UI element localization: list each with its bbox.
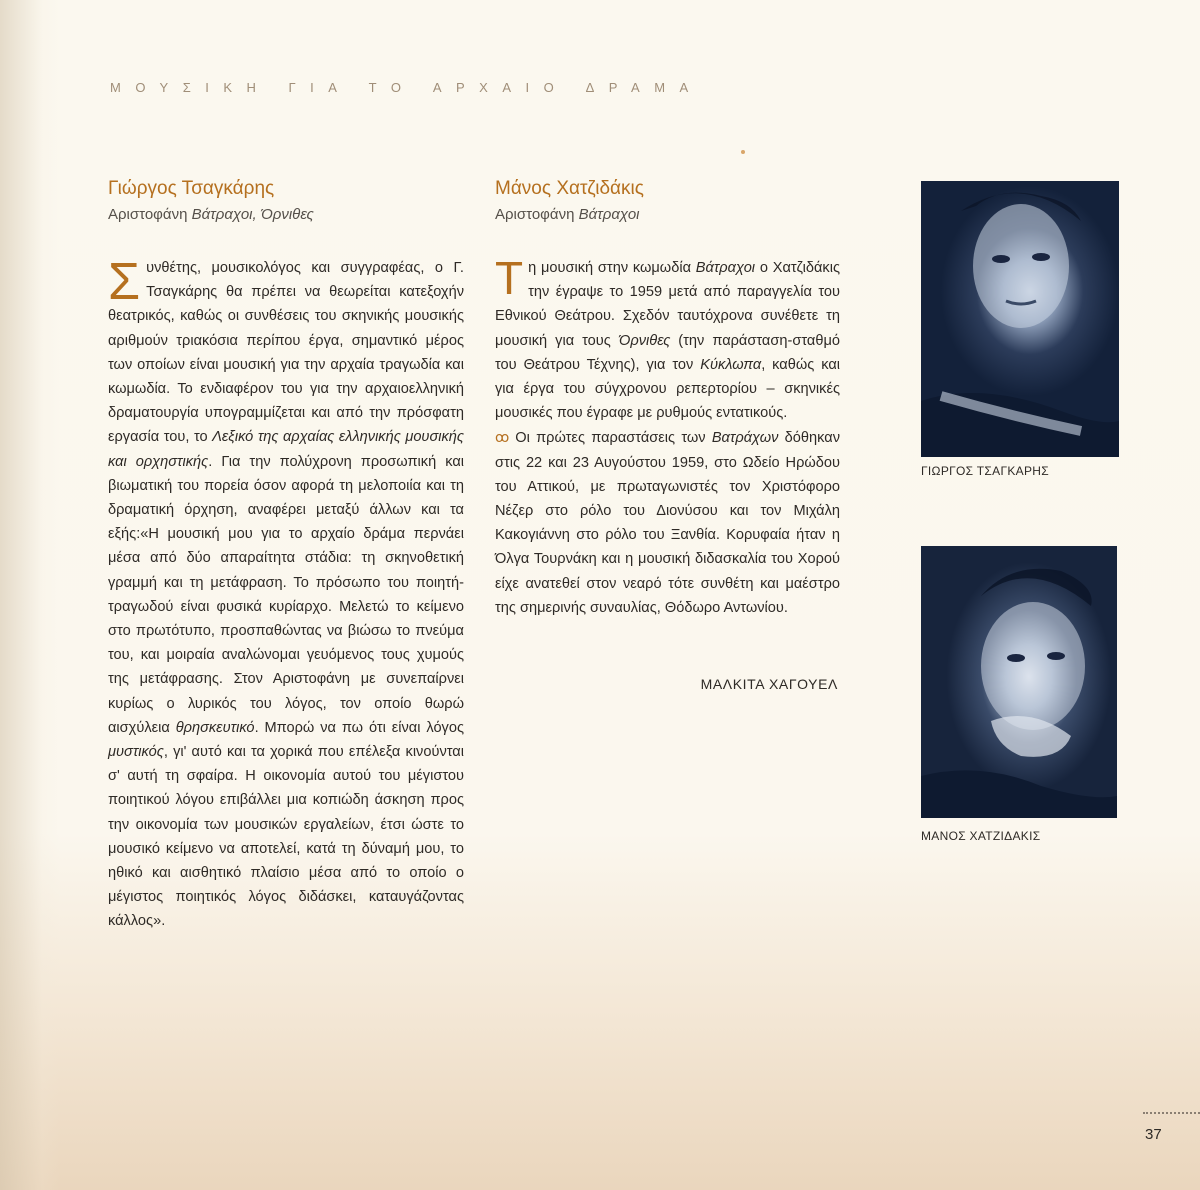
body-span: υνθέτης, μουσικολόγος και συγγραφέας, ο Γ. Τσαγκάρης θα πρέπει να θεωρείται κατεξοχήν θεατρικός, καθώς οι συνθέσεις του σκηνικής μουσικής αριθμούν τριακόσια περίπου έργα, σημαντικό μέρος των οποίων είναι μουσική για την αρχαία τραγωδία και κωμωδία. Το ενδιαφέρον του για την αρχαιοελληνική δραματουργία υπογραμμίζεται και από την πρόσφατη εργασία του, το xyxy=(108,260,464,446)
section-subtitle-chatzidakis xyxy=(495,204,840,226)
body-italic: μυστικός xyxy=(108,744,164,761)
section-title-tsagkaris: Γιώργος Τσαγκάρης xyxy=(108,178,275,199)
photo-caption: ΓΙΩΡΓΟΣ ΤΣΑΓΚΑΡΗΣ xyxy=(921,464,1049,478)
subtitle-works: Βάτραχοι xyxy=(578,206,640,223)
body-italic: Όρνιθες xyxy=(618,332,671,349)
body-span: , γι' αυτό και τα χορικά που επέλεξα κινούνται σ' αυτή τη σφαίρα. Η οικονομία αυτού του μέγιστου ποιητικού λόγου επιβάλλει μια κοπιώδη άσκηση προς την οικονομία των μουσικών εργαλείων, έτσι ώστε το μουσικό κείμενο να αποτελεί, κατά τη δύναμή μου, το ηθικό και αισθητικό πλαίσιο μέσα από το οποίο ο μέγιστος ποιητικός λόγος διδάσκει, καταυγάζοντας κάλλος». xyxy=(108,744,464,930)
section-subtitle-tsagkaris xyxy=(108,204,464,226)
subtitle-author: Αριστοφάνη xyxy=(495,206,579,223)
left-column xyxy=(108,176,464,934)
body-span: . Για την πολύχρονη προσωπική και βιωματική του πορεία όσον αφορά τη μελοποιία και τη δραματική όρχηση, αναφέρει μεταξύ άλλων και τα εξής:«Η μουσική μου για το αρχαίο δράμα περνάει μέσα από δύο απαραίτητα στάδια: τη σκηνοθετική γραμμή και τη μετάφραση. Το πρόσωπο του ποιητή-τραγωδού είναι φυσικά κυρίαρχο. Μελετώ το κείμενο στο πρωτότυπο, προσπαθώντας να βιώσω το πνεύμα του, και μοιραία αναλώνομαι γευόμενος τους χυμούς της μετάφρασης. Στον Αριστοφάνη με συνεπαίρνει κυρίως ο λυρικός του λόγος, τον οποίο θωρώ αισχύλεια xyxy=(108,453,465,736)
body-span: η μουσική στην κωμωδία xyxy=(528,260,696,276)
body-italic: Λεξικό της αρχαίας ελληνικής μουσικής και ορχηστικής xyxy=(108,429,464,470)
page-number: 37 xyxy=(1145,1126,1162,1143)
drop-cap: Σ xyxy=(108,253,141,311)
portrait-silhouette-icon xyxy=(921,546,1117,818)
running-head: ΜΟΥΣΙΚΗ ΓΙΑ ΤΟ ΑΡΧΑΙΟ ΔΡΑΜΑ xyxy=(110,80,703,95)
body-span: ο Χατζιδάκις την έγραψε το 1959 μετά από παραγγελία του Εθνικού Θεάτρου. Σχεδόν ταυτόχρονα συνέθετε τη μουσική για τους xyxy=(495,260,840,349)
subtitle-works: Βάτραχοι, Όρνιθες xyxy=(191,206,314,223)
portrait-photo-tsagkaris xyxy=(921,181,1119,457)
decorative-dot xyxy=(741,150,745,154)
body-italic: Κύκλωπα xyxy=(700,356,762,373)
body-italic: θρησκευτικό xyxy=(175,719,255,736)
portrait-photo-chatzidakis xyxy=(921,546,1117,818)
page-number-dotted-rule xyxy=(1143,1112,1200,1114)
page-gutter-shadow xyxy=(0,0,60,1190)
body-span: , καθώς και για έργα του σύγχρονου ρεπερτορίου – σκηνικές μουσικές που έγραφε με ρυθμούς εντατικούς. xyxy=(495,356,840,422)
photo-caption: ΜΑΝΟΣ ΧΑΤΖΙΔΑΚΙΣ xyxy=(921,829,1041,843)
body-span: (την παράσταση-σταθμό του Θεάτρου Τέχνης), για τον xyxy=(495,332,840,373)
body-span: Οι πρώτες παραστάσεις των xyxy=(515,430,712,447)
portrait-silhouette-icon xyxy=(921,181,1119,457)
author-signature: ΜΑΛΚΙΤΑ ΧΑΓΟΥΕΛ xyxy=(700,676,838,692)
body-text-tsagkaris xyxy=(108,253,465,934)
subtitle-author: Αριστοφάνη xyxy=(108,206,192,223)
body-text-chatzidakis xyxy=(495,252,840,620)
right-column xyxy=(495,176,840,620)
body-span: δόθηκαν στις 22 και 23 Αυγούστου 1959, στο Ωδείο Ηρώδου του Αττικού, με πρωταγωνιστές τον Χριστόφορο Νέζερ στο ρόλο του Διονύσου και τον Μιχάλη Κακογιάννη στο ρόλο του Ξανθία. Κορυφαία ήταν η Όλγα Τουρνάκη και η μουσική διδασκαλία του Χορού είχε ανατεθεί στον νεαρό τότε συνθέτη και μαέστρο της σημερινής συναυλίας, Θόδωρο Αντωνίου. xyxy=(495,430,840,616)
drop-cap: Τ xyxy=(495,252,524,304)
body-span: . Μπορώ να πω ότι είναι λόγος xyxy=(254,719,465,736)
body-italic: Βατράχων xyxy=(711,430,779,447)
body-italic: Βάτραχοι xyxy=(695,260,756,276)
ornament-icon: ꝏ xyxy=(495,429,510,446)
section-title-chatzidakis: Μάνος Χατζιδάκις xyxy=(495,178,644,199)
